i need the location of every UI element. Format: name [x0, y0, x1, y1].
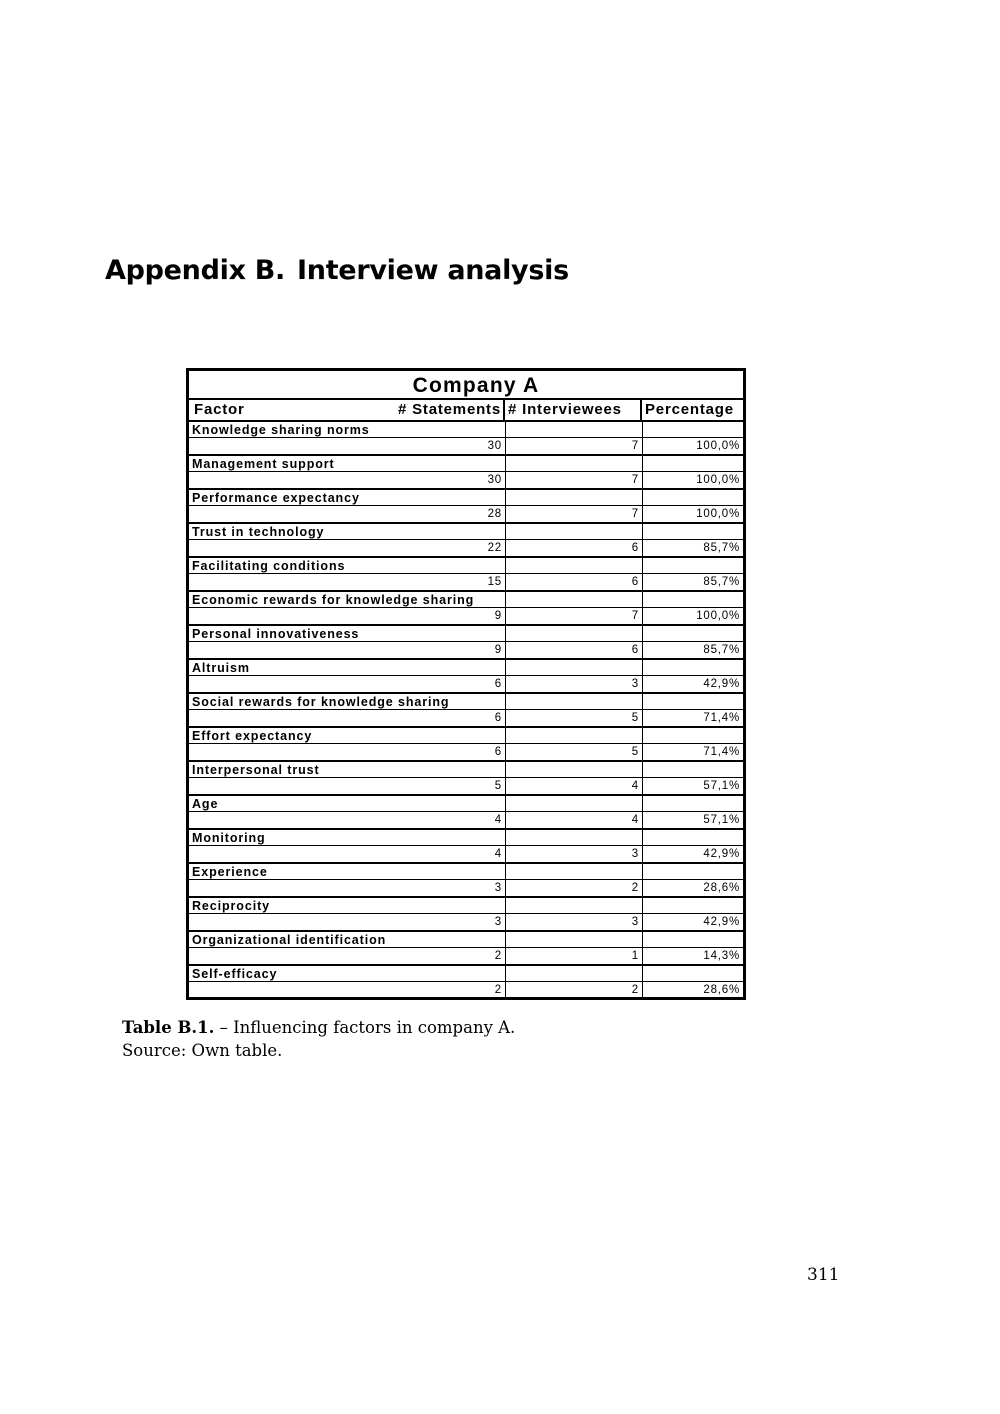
- empty-cell: [505, 626, 642, 642]
- table-row: [189, 456, 743, 490]
- percentage-value: 42,9%: [642, 846, 743, 862]
- empty-cell: [505, 762, 642, 778]
- header-interviewees: # Interviewees: [505, 400, 642, 420]
- table-row: [189, 694, 743, 728]
- values-line: [189, 846, 743, 862]
- table-row: [189, 864, 743, 898]
- factor-line: [189, 796, 743, 812]
- table-row: [189, 660, 743, 694]
- table-caption: [122, 1016, 515, 1062]
- statements-value: 6: [494, 678, 502, 690]
- interviewees-value: 5: [505, 744, 642, 760]
- empty-cell: [505, 864, 642, 880]
- interviewees-value: 1: [505, 948, 642, 964]
- statements-value: 9: [494, 644, 502, 656]
- empty-cell: [505, 898, 642, 914]
- empty-cell: [505, 592, 642, 608]
- statements-value: 5: [494, 780, 502, 792]
- empty-cell: [505, 694, 642, 710]
- statements-value: 2: [494, 950, 502, 962]
- values-line: [189, 540, 743, 556]
- percentage-value: 28,6%: [642, 982, 743, 998]
- table-row: [189, 592, 743, 626]
- factor-name: Age: [192, 797, 219, 811]
- percentage-value: 57,1%: [642, 812, 743, 828]
- factor-name: Experience: [192, 865, 268, 879]
- factor-line: [189, 592, 743, 608]
- factor-line: [189, 558, 743, 574]
- values-line: [189, 880, 743, 896]
- empty-cell: [642, 762, 743, 778]
- table-row: [189, 626, 743, 660]
- values-line: [189, 982, 743, 998]
- statements-value: 22: [487, 542, 502, 554]
- statements-value: 6: [494, 746, 502, 758]
- table-row: [189, 830, 743, 864]
- statements-value: 3: [494, 882, 502, 894]
- empty-cell: [642, 490, 743, 506]
- statements-value: 30: [487, 474, 502, 486]
- factor-name: Organizational identification: [192, 933, 387, 947]
- interviewees-value: 6: [505, 540, 642, 556]
- table-row: [189, 558, 743, 592]
- empty-cell: [642, 660, 743, 676]
- caption-source: Source: Own table.: [122, 1041, 283, 1060]
- empty-cell: [642, 728, 743, 744]
- table-row: [189, 762, 743, 796]
- factor-line: [189, 694, 743, 710]
- interviewees-value: 7: [505, 438, 642, 454]
- empty-cell: [505, 728, 642, 744]
- percentage-value: 100,0%: [642, 472, 743, 488]
- interviewees-value: 4: [505, 778, 642, 794]
- factor-name: Altruism: [192, 661, 250, 675]
- empty-cell: [642, 694, 743, 710]
- factor-line: [189, 626, 743, 642]
- empty-cell: [505, 524, 642, 540]
- table-row: [189, 422, 743, 456]
- factor-name: Knowledge sharing norms: [192, 423, 370, 437]
- interviewees-value: 7: [505, 506, 642, 522]
- values-line: [189, 608, 743, 624]
- statements-value: 30: [487, 440, 502, 452]
- interviewees-value: 6: [505, 574, 642, 590]
- empty-cell: [505, 932, 642, 948]
- appendix-label: Appendix B.: [105, 255, 286, 286]
- statements-value: 4: [494, 814, 502, 826]
- percentage-value: 100,0%: [642, 506, 743, 522]
- factor-name: Trust in technology: [192, 525, 325, 539]
- values-line: [189, 812, 743, 828]
- interviewees-value: 5: [505, 710, 642, 726]
- empty-cell: [642, 932, 743, 948]
- factor-name: Reciprocity: [192, 899, 270, 913]
- statements-value: 3: [494, 916, 502, 928]
- table-row: [189, 796, 743, 830]
- factor-name: Effort expectancy: [192, 729, 313, 743]
- interviewees-value: 3: [505, 846, 642, 862]
- statements-value: 15: [487, 576, 502, 588]
- factor-name: Facilitating conditions: [192, 559, 346, 573]
- factor-line: [189, 898, 743, 914]
- percentage-value: 71,4%: [642, 744, 743, 760]
- table-row: [189, 728, 743, 762]
- empty-cell: [505, 966, 642, 982]
- statements-value: 2: [494, 984, 502, 996]
- factor-line: [189, 490, 743, 506]
- interviewees-value: 2: [505, 982, 642, 998]
- header-factor-statements: [189, 400, 505, 420]
- table-title: Company A: [189, 371, 743, 400]
- interviewees-value: 7: [505, 608, 642, 624]
- values-line: [189, 438, 743, 454]
- empty-cell: [505, 558, 642, 574]
- factor-name: Personal innovativeness: [192, 627, 360, 641]
- factor-line: [189, 456, 743, 472]
- table-row: [189, 966, 743, 998]
- interviewees-value: 7: [505, 472, 642, 488]
- factors-table: [186, 368, 746, 1000]
- table-header-row: [189, 400, 743, 422]
- statements-value: 6: [494, 712, 502, 724]
- percentage-value: 57,1%: [642, 778, 743, 794]
- factor-line: [189, 864, 743, 880]
- factor-name: Social rewards for knowledge sharing: [192, 695, 450, 709]
- empty-cell: [505, 456, 642, 472]
- percentage-value: 14,3%: [642, 948, 743, 964]
- values-line: [189, 676, 743, 692]
- caption-text: – Influencing factors in company A.: [219, 1018, 516, 1037]
- values-line: [189, 642, 743, 658]
- empty-cell: [505, 660, 642, 676]
- empty-cell: [642, 626, 743, 642]
- values-line: [189, 744, 743, 760]
- interviewees-value: 3: [505, 914, 642, 930]
- caption-line: [122, 1016, 515, 1039]
- interviewees-value: 3: [505, 676, 642, 692]
- empty-cell: [642, 524, 743, 540]
- table-row: [189, 932, 743, 966]
- interviewees-value: 4: [505, 812, 642, 828]
- header-percentage: Percentage: [645, 401, 734, 418]
- statements-value: 9: [494, 610, 502, 622]
- percentage-value: 100,0%: [642, 608, 743, 624]
- percentage-value: 85,7%: [642, 540, 743, 556]
- appendix-heading: [105, 255, 569, 286]
- empty-cell: [642, 864, 743, 880]
- percentage-value: 100,0%: [642, 438, 743, 454]
- statements-value: 4: [494, 848, 502, 860]
- factor-line: [189, 966, 743, 982]
- values-line: [189, 948, 743, 964]
- appendix-title: Interview analysis: [297, 255, 569, 286]
- factor-line: [189, 762, 743, 778]
- factor-name: Economic rewards for knowledge sharing: [192, 593, 475, 607]
- empty-cell: [642, 830, 743, 846]
- values-line: [189, 914, 743, 930]
- percentage-value: 85,7%: [642, 642, 743, 658]
- percentage-value: 42,9%: [642, 676, 743, 692]
- percentage-value: 28,6%: [642, 880, 743, 896]
- percentage-value: 85,7%: [642, 574, 743, 590]
- empty-cell: [642, 456, 743, 472]
- page-number: 311: [807, 1265, 840, 1285]
- values-line: [189, 506, 743, 522]
- empty-cell: [642, 898, 743, 914]
- factor-line: [189, 728, 743, 744]
- empty-cell: [642, 966, 743, 982]
- values-line: [189, 710, 743, 726]
- factor-name: Management support: [192, 457, 335, 471]
- empty-cell: [642, 592, 743, 608]
- factor-line: [189, 524, 743, 540]
- empty-cell: [505, 490, 642, 506]
- factor-line: [189, 660, 743, 676]
- header-factor: Factor: [194, 401, 245, 418]
- statements-value: 28: [487, 508, 502, 520]
- table-body: [189, 422, 743, 998]
- empty-cell: [642, 422, 743, 438]
- header-statements: # Statements: [398, 401, 501, 418]
- factor-line: [189, 830, 743, 846]
- values-line: [189, 472, 743, 488]
- values-line: [189, 778, 743, 794]
- factor-name: Monitoring: [192, 831, 266, 845]
- factor-name: Interpersonal trust: [192, 763, 320, 777]
- values-line: [189, 574, 743, 590]
- percentage-value: 71,4%: [642, 710, 743, 726]
- factor-line: [189, 422, 743, 438]
- caption-label: Table B.1.: [122, 1018, 215, 1037]
- empty-cell: [505, 796, 642, 812]
- empty-cell: [505, 422, 642, 438]
- table-row: [189, 490, 743, 524]
- interviewees-value: 6: [505, 642, 642, 658]
- empty-cell: [642, 796, 743, 812]
- table-row: [189, 898, 743, 932]
- factor-name: Self-efficacy: [192, 967, 278, 981]
- factor-name: Performance expectancy: [192, 491, 360, 505]
- empty-cell: [642, 558, 743, 574]
- factor-line: [189, 932, 743, 948]
- table-row: [189, 524, 743, 558]
- interviewees-value: 2: [505, 880, 642, 896]
- empty-cell: [505, 830, 642, 846]
- percentage-value: 42,9%: [642, 914, 743, 930]
